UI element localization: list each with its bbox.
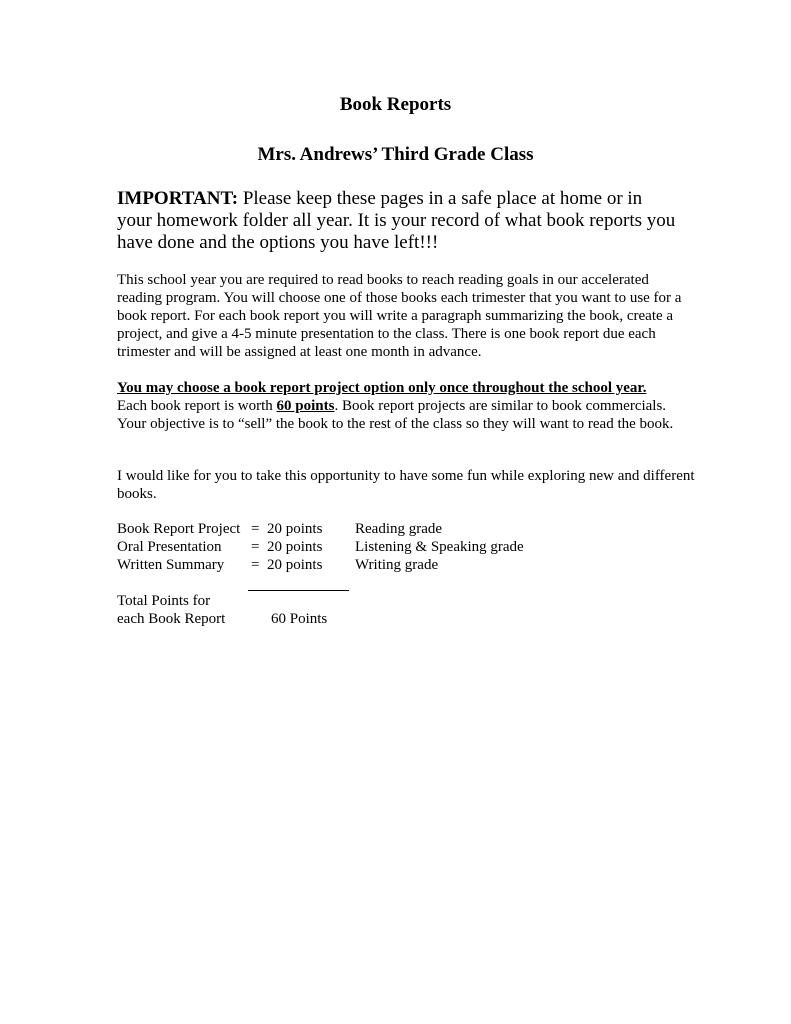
row-equals: =	[251, 539, 260, 555]
worth-suffix: . Book report projects are similar to book commercials. Your objective is to “sell” the book to the rest of the class so they will want to read the book.	[117, 398, 674, 432]
row-points: 20 points	[267, 557, 323, 573]
total-label-line2: each Book Report	[117, 611, 226, 627]
intro-paragraph: This school year you are required to read books to reach reading goals in our accelerated reading program. You will choose one of those books each trimester that you want to use for a book report. For each book report you will write a paragraph summarizing the book, create a project, and give a 4-5 minute presentation to the class. There is one book report due each trimester and will be assigned at least one month in advance.	[117, 272, 682, 360]
rules-heading: You may choose a book report project option only once throughout the school year.	[117, 380, 647, 396]
class-subtitle: Mrs. Andrews’ Third Grade Class	[257, 144, 534, 165]
row-equals: =	[251, 521, 260, 537]
important-text: Please keep these pages in a safe place at home or in your homework folder all year. It is your record of what book reports you have done and the options you have left!!!	[117, 188, 676, 253]
row-label: Oral Presentation	[117, 539, 222, 555]
row-grade: Listening & Speaking grade	[355, 539, 524, 555]
important-notice	[117, 188, 677, 254]
row-grade: Reading grade	[355, 521, 443, 537]
row-grade: Writing grade	[355, 557, 439, 573]
closing-paragraph: I would like for you to take this opportunity to have some fun while exploring new and different books.	[117, 468, 695, 502]
table-row	[117, 520, 555, 538]
row-label: Written Summary	[117, 557, 225, 573]
total-value: 60 Points	[271, 611, 328, 627]
worth-prefix: Each book report is worth	[117, 398, 277, 414]
table-row	[117, 538, 555, 556]
row-points: 20 points	[267, 539, 323, 555]
total-divider	[248, 590, 349, 591]
table-row	[117, 556, 555, 574]
worth-points: 60 points	[276, 398, 335, 414]
total-label	[117, 592, 267, 628]
row-equals: =	[251, 557, 260, 573]
row-label: Book Report Project	[117, 521, 241, 537]
important-label: IMPORTANT:	[117, 188, 239, 209]
points-table	[117, 520, 555, 574]
rules-paragraph	[117, 379, 697, 433]
total-label-line1: Total Points for	[117, 593, 211, 609]
row-points: 20 points	[267, 521, 323, 537]
page-title: Book Reports	[339, 94, 452, 115]
